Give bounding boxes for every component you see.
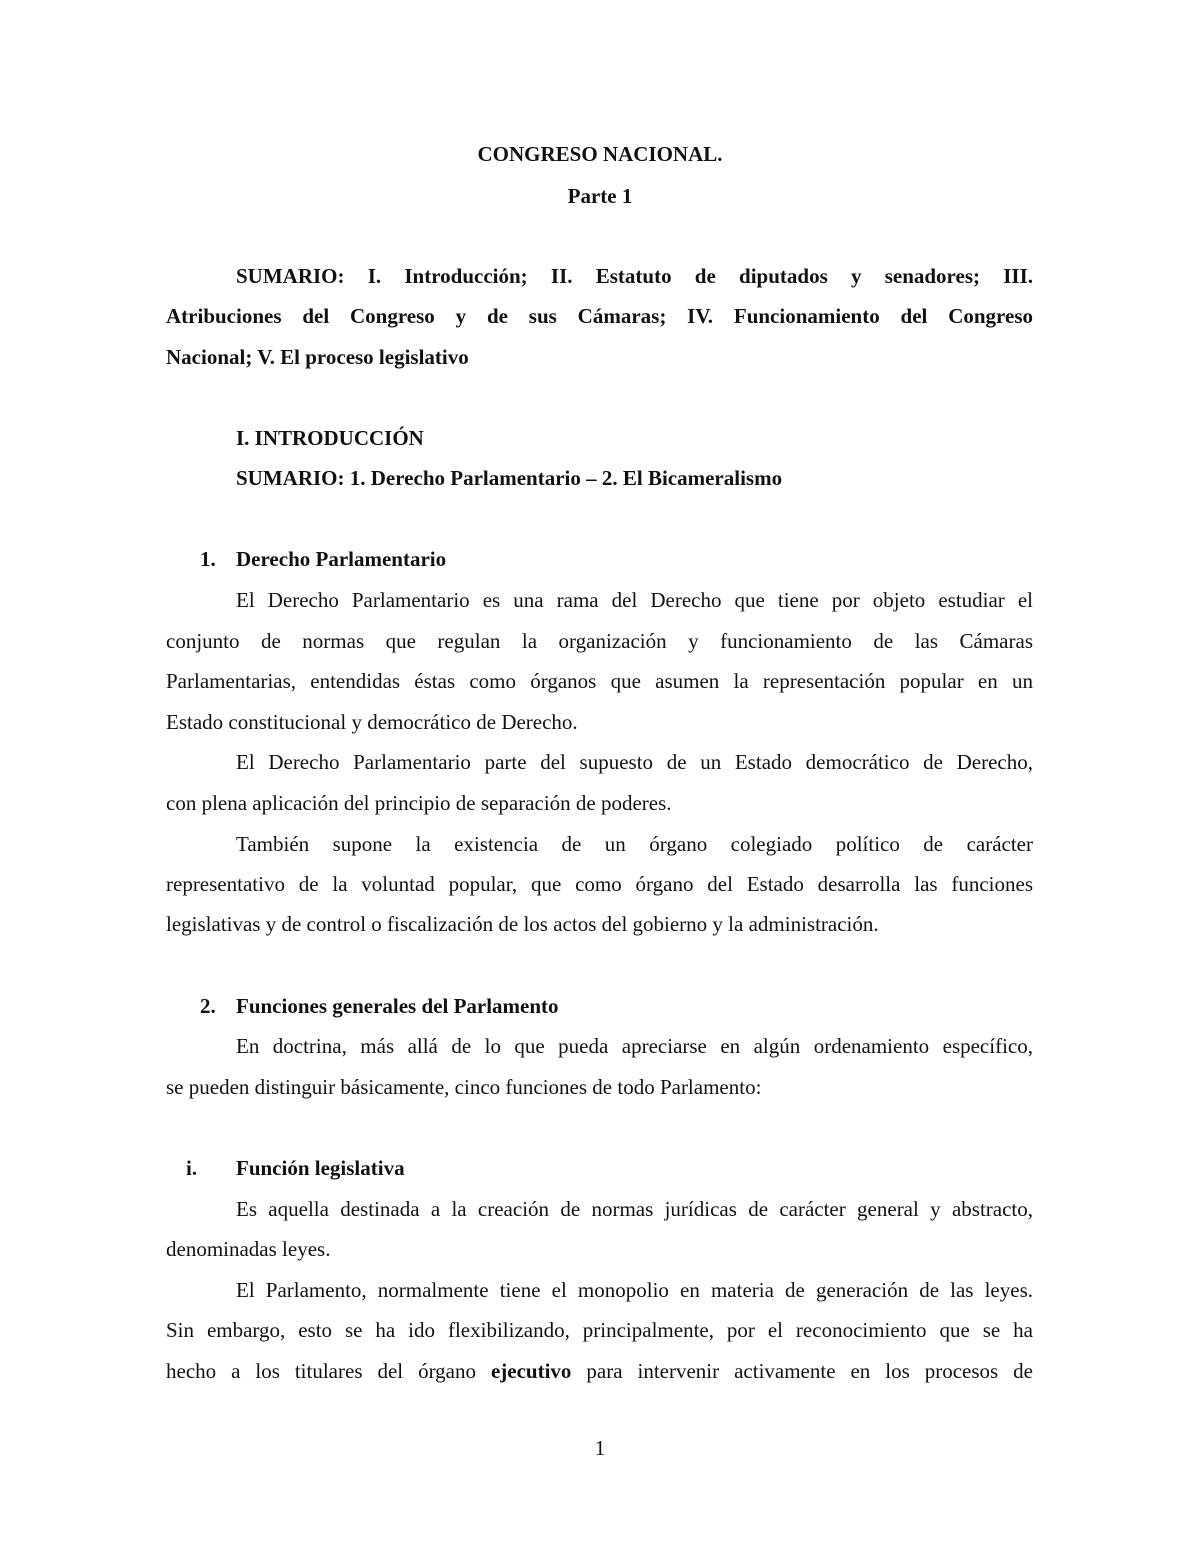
paragraph-line: Es aquella destinada a la creación de normas jurídicas de carácter general y abstracto,	[236, 1197, 1033, 1221]
summary-line-2: Atribuciones del Congreso y de sus Cámaras; IV. Funcionamiento del Congreso	[166, 304, 1033, 328]
paragraph-line: con plena aplicación del principio de separación de poderes.	[166, 791, 672, 815]
paragraph-line-mixed	[166, 1361, 1033, 1382]
paragraph-line: El Parlamento, normalmente tiene el monopolio en materia de generación de las leyes.	[236, 1278, 1033, 1302]
paragraph-line: El Derecho Parlamentario es una rama del Derecho que tiene por objeto estudiar el	[236, 588, 1033, 612]
paragraph-line: El Derecho Parlamentario parte del supuesto de un Estado democrático de Derecho,	[236, 750, 1033, 774]
section-summary: SUMARIO: 1. Derecho Parlamentario – 2. El Bicameralismo	[236, 466, 783, 490]
paragraph-line: También supone la existencia de un órgano colegiado político de carácter	[236, 832, 1033, 856]
paragraph-line: Sin embargo, esto se ha ido flexibilizando, principalmente, por el reconocimiento que se ha	[166, 1318, 1033, 1342]
document-title: CONGRESO NACIONAL.	[477, 142, 723, 166]
paragraph-line: representativo de la voluntad popular, que como órgano del Estado desarrolla las funciones	[166, 872, 1033, 896]
paragraph-line: denominadas leyes.	[166, 1237, 331, 1261]
summary-line-3: Nacional; V. El proceso legislativo	[166, 345, 469, 369]
paragraph-line: Parlamentarias, entendidas éstas como órganos que asumen la representación popular en un	[166, 669, 1033, 693]
document-part: Parte 1	[567, 184, 633, 208]
paragraph-line: legislativas y de control o fiscalización de los actos del gobierno y la administración.	[166, 912, 879, 936]
paragraph-line: se pueden distinguir básicamente, cinco funciones de todo Parlamento:	[166, 1075, 762, 1099]
section-heading-introduccion: I. INTRODUCCIÓN	[236, 426, 424, 450]
subsection-number-i: i.	[186, 1156, 198, 1180]
subsection-heading-funciones-generales: Funciones generales del Parlamento	[236, 994, 559, 1018]
summary-line-1: SUMARIO: I. Introducción; II. Estatuto de diputados y senadores; III.	[236, 264, 1033, 288]
paragraph-line: En doctrina, más allá de lo que pueda apreciarse en algún ordenamiento específico,	[236, 1034, 1033, 1058]
page-number: 1	[594, 1436, 606, 1460]
subsection-heading-funcion-legislativa: Función legislativa	[236, 1156, 405, 1180]
paragraph-line: Estado constitucional y democrático de Derecho.	[166, 710, 578, 734]
paragraph-text: para intervenir activamente en los procesos de	[586, 1359, 1033, 1383]
paragraph-line: conjunto de normas que regulan la organización y funcionamiento de las Cámaras	[166, 629, 1033, 653]
paragraph-text: hecho a los titulares del órgano	[166, 1359, 476, 1383]
subsection-number-1: 1.	[200, 547, 216, 571]
bold-term-ejecutivo: ejecutivo	[490, 1359, 572, 1383]
subsection-heading-derecho-parlamentario: Derecho Parlamentario	[236, 547, 447, 571]
subsection-number-2: 2.	[200, 994, 216, 1018]
